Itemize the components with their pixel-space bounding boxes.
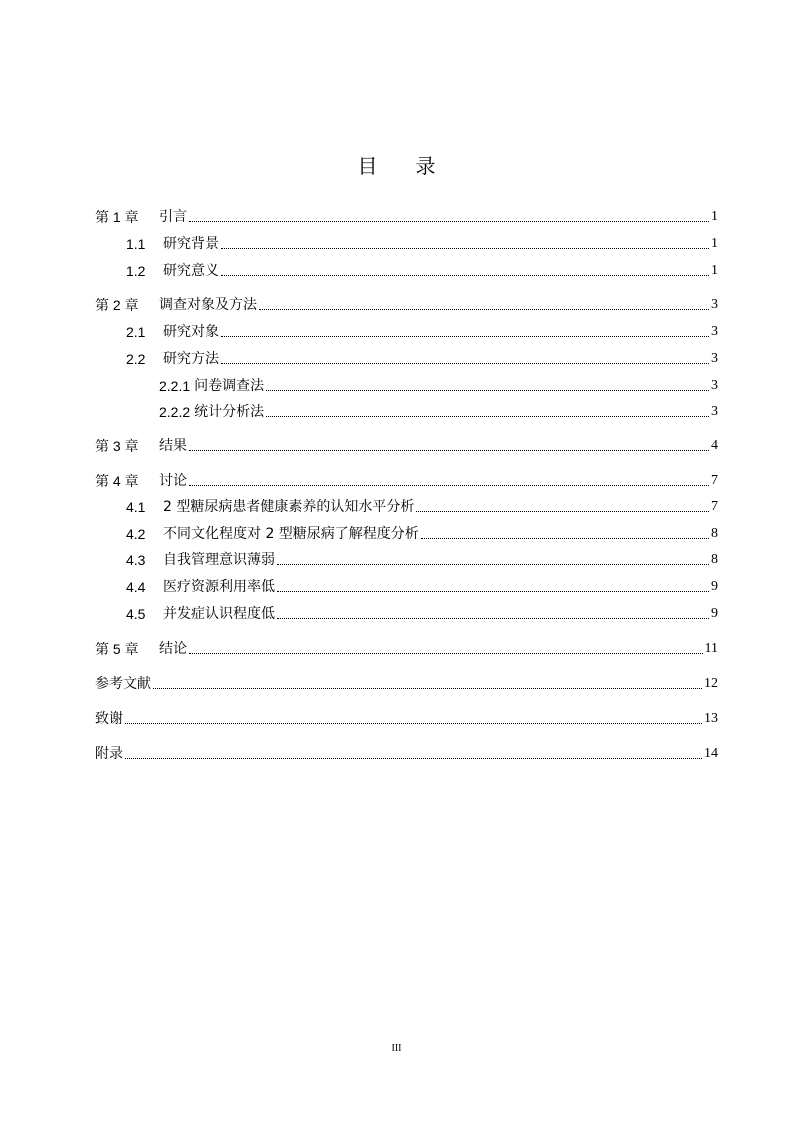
toc-entry-label: 结果 <box>159 438 187 454</box>
dot-leader <box>221 275 709 276</box>
toc-entry-page: 13 <box>704 711 718 726</box>
toc-entry-page: 7 <box>711 473 718 488</box>
toc-entry-number: 1.1 <box>126 236 146 252</box>
toc-entry-page: 1 <box>711 263 718 278</box>
toc-entry[interactable] <box>126 234 718 254</box>
toc-entry-number: 2.2.1 <box>159 378 191 394</box>
toc-entry[interactable] <box>95 471 718 491</box>
toc-entry-page: 9 <box>711 606 718 621</box>
toc-entry-label: 医疗资源利用率低 <box>163 579 275 595</box>
toc-entry-label: 讨论 <box>159 473 187 489</box>
toc-entry[interactable] <box>95 674 718 694</box>
toc-entry-number: 第 3 章 <box>95 438 139 454</box>
dot-leader <box>259 309 709 310</box>
toc-entry-page: 1 <box>711 236 718 251</box>
dot-leader <box>221 336 709 337</box>
toc-entry-page: 9 <box>711 579 718 594</box>
toc-entry-page: 7 <box>711 499 718 514</box>
toc-entry-number: 1.2 <box>126 263 146 279</box>
toc-entry[interactable] <box>95 295 718 315</box>
toc-entry[interactable] <box>95 436 718 456</box>
toc-entry-page: 3 <box>711 378 718 393</box>
toc-entry-number: 4.4 <box>126 579 146 595</box>
toc-entry-number: 4.1 <box>126 499 146 515</box>
title-char-2: 录 <box>415 154 436 178</box>
toc-entry[interactable] <box>126 550 718 570</box>
toc-entry-label: 2 型糖尿病患者健康素养的认知水平分析 <box>163 499 415 515</box>
dot-leader <box>266 390 709 391</box>
toc-entry[interactable] <box>126 261 718 281</box>
toc-entry[interactable] <box>126 349 718 369</box>
dot-leader <box>266 416 709 417</box>
toc-entry[interactable] <box>159 376 718 396</box>
dot-leader <box>153 688 702 689</box>
toc-entry-label: 并发症认识程度低 <box>163 606 275 622</box>
toc-entry-page: 3 <box>711 297 718 312</box>
toc-entry-label: 统计分析法 <box>194 404 265 420</box>
dot-leader <box>277 591 709 592</box>
toc-entry-page: 14 <box>704 746 718 761</box>
dot-leader <box>189 221 709 222</box>
toc-entry-label: 不同文化程度对 2 型糖尿病了解程度分析 <box>163 526 419 542</box>
toc-entry-page: 12 <box>704 676 718 691</box>
dot-leader <box>189 485 709 486</box>
dot-leader <box>277 564 709 565</box>
toc-entry-number: 2.2 <box>126 351 146 367</box>
toc-entry[interactable] <box>126 524 718 544</box>
toc-entry-label: 致谢 <box>95 711 123 727</box>
dot-leader <box>189 653 703 654</box>
toc-entry[interactable] <box>126 322 718 342</box>
toc-entry[interactable] <box>95 709 718 729</box>
toc-entry-label: 研究意义 <box>163 263 219 279</box>
toc-entry-page: 4 <box>711 438 718 453</box>
toc-entry[interactable] <box>126 577 718 597</box>
toc-entry[interactable] <box>126 604 718 624</box>
toc-entry-label: 自我管理意识薄弱 <box>163 552 275 568</box>
toc-entry[interactable] <box>126 497 718 517</box>
toc-entry[interactable] <box>95 639 718 659</box>
toc-entry-number: 第 4 章 <box>95 473 139 489</box>
toc-entry-label: 研究背景 <box>163 236 219 252</box>
toc-entry[interactable] <box>159 402 718 422</box>
toc-entry-label: 结论 <box>159 641 187 657</box>
toc-entry-number: 第 1 章 <box>95 209 139 225</box>
toc-entry-label: 引言 <box>159 209 187 225</box>
toc-entry-label: 附录 <box>95 746 123 762</box>
dot-leader <box>277 618 709 619</box>
toc-entry-label: 研究方法 <box>163 351 219 367</box>
toc-entry-page: 3 <box>711 404 718 419</box>
toc-entry[interactable] <box>95 207 718 227</box>
dot-leader <box>189 450 709 451</box>
toc-entry-number: 2.1 <box>126 324 146 340</box>
toc-entry-page: 11 <box>704 641 718 656</box>
toc-entry-page: 1 <box>711 209 718 224</box>
toc-entry-number: 2.2.2 <box>159 404 191 420</box>
toc-entry-label: 调查对象及方法 <box>159 297 257 313</box>
toc-entry-label: 研究对象 <box>163 324 219 340</box>
page-title <box>0 150 793 179</box>
toc-entry-page: 8 <box>711 526 718 541</box>
toc-entry-page: 8 <box>711 552 718 567</box>
page-number: III <box>391 1043 402 1054</box>
title-char-1: 目 <box>357 154 378 178</box>
dot-leader <box>416 511 709 512</box>
toc-entry-number: 第 5 章 <box>95 641 139 657</box>
toc-entry-page: 3 <box>711 351 718 366</box>
toc-entry-label: 参考文献 <box>95 676 151 692</box>
dot-leader <box>421 538 709 539</box>
dot-leader <box>221 248 709 249</box>
toc-entry-number: 4.5 <box>126 606 146 622</box>
toc-entry[interactable] <box>95 744 718 764</box>
dot-leader <box>221 363 709 364</box>
toc-entry-number: 4.2 <box>126 526 146 542</box>
toc-entry-page: 3 <box>711 324 718 339</box>
toc-entry-number: 4.3 <box>126 552 146 568</box>
dot-leader <box>125 758 702 759</box>
toc-entry-number: 第 2 章 <box>95 297 139 313</box>
toc-entry-label: 问卷调查法 <box>194 378 265 394</box>
dot-leader <box>125 723 702 724</box>
